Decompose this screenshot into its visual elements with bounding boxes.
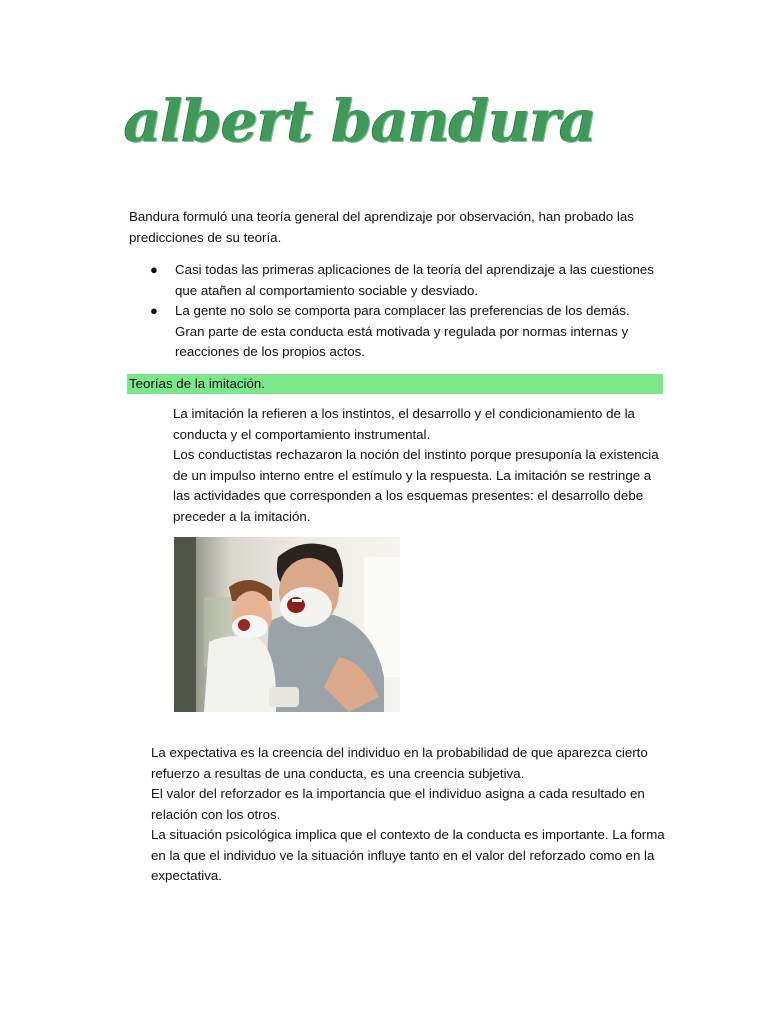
imitation-paragraph: La imitación la refieren a los instintos, el desarrollo y el condicionamiento de la conducta y el comportamiento instrumental. — [173, 406, 635, 442]
bullet-icon: ● — [150, 262, 158, 277]
section-heading-highlight — [127, 374, 663, 394]
imitation-paragraph: Los conductistas rechazaron la noción del instinto porque presuponía la existencia de un impulso interno entre el estímulo y la respuesta. La imitación se restringe a las actividades que corresponden a los esquemas presentes: el desarrollo debe preceder a la imitación. — [173, 447, 659, 524]
expectancy-text — [151, 743, 671, 887]
bullet-icon: ● — [150, 303, 158, 318]
father-son-shaving-photo — [174, 537, 400, 712]
intro-paragraph: Bandura formuló una teoría general del aprendizaje por observación, han probado las predicciones de su teoría. — [129, 209, 634, 245]
bullet-list — [150, 260, 660, 363]
expectancy-paragraph: La expectativa es la creencia del individuo en la probabilidad de que aparezca cierto refuerzo a resultas de una conducta, es una creencia subjetiva. — [151, 745, 648, 781]
bullet-item: ● Casi todas las primeras aplicaciones de la teoría del aprendizaje a las cuestiones que atañen al comportamiento sociable y desviado. — [150, 262, 654, 298]
photo-illustration — [174, 537, 400, 712]
imitation-text — [173, 404, 668, 527]
expectancy-paragraph: La situación psicológica implica que el contexto de la conducta es importante. La forma en la que el individuo ve la situación influye tanto en el valor del reforzado como en la expectativa. — [151, 827, 665, 883]
section-heading: Teorías de la imitación. — [129, 376, 265, 391]
expectancy-paragraph: El valor del reforzador es la importancia que el individuo asigna a cada resultado en relación con los otros. — [151, 786, 645, 822]
document-title: albert bandura — [124, 87, 596, 155]
bullet-item: ● La gente no solo se comporta para complacer las preferencias de los demás. Gran parte de esta conducta está motivada y regulada por normas internas y reacciones de los propios actos. — [150, 303, 630, 359]
